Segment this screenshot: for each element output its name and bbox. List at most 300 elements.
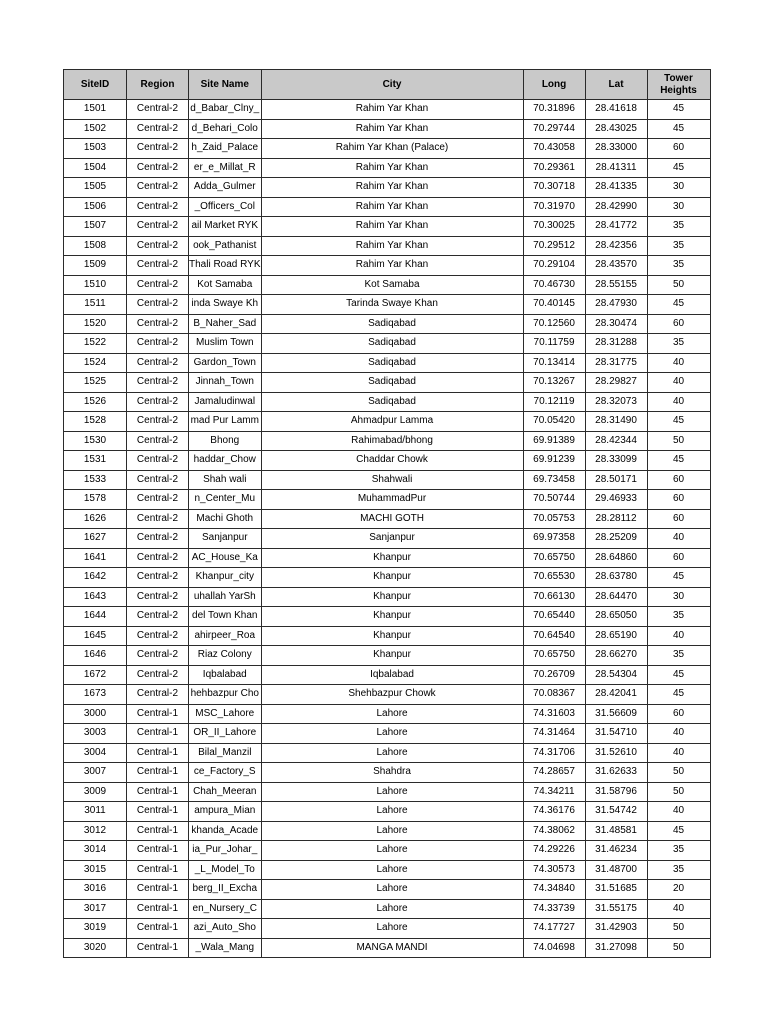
- cell-region[interactable]: Central-2: [127, 178, 189, 198]
- cell-siteid[interactable]: 1528: [64, 412, 127, 432]
- cell-siteid[interactable]: 1645: [64, 626, 127, 646]
- cell-siteid[interactable]: 3020: [64, 938, 127, 958]
- cell-siteid[interactable]: 1531: [64, 451, 127, 471]
- cell-city[interactable]: Lahore: [261, 880, 523, 900]
- cell-long[interactable]: 74.17727: [523, 919, 585, 939]
- cell-siteid[interactable]: 3009: [64, 782, 127, 802]
- cell-tower-height[interactable]: 45: [647, 100, 710, 120]
- cell-siteid[interactable]: 1505: [64, 178, 127, 198]
- header-lat[interactable]: Lat: [585, 70, 647, 100]
- cell-region[interactable]: Central-1: [127, 821, 189, 841]
- cell-lat[interactable]: 28.28112: [585, 509, 647, 529]
- cell-city[interactable]: Khanpur: [261, 646, 523, 666]
- cell-lat[interactable]: 31.46234: [585, 841, 647, 861]
- cell-region[interactable]: Central-2: [127, 353, 189, 373]
- cell-lat[interactable]: 28.25209: [585, 529, 647, 549]
- cell-siteid[interactable]: 3017: [64, 899, 127, 919]
- header-long[interactable]: Long: [523, 70, 585, 100]
- cell-city[interactable]: Sadiqabad: [261, 314, 523, 334]
- cell-tower-height[interactable]: 40: [647, 802, 710, 822]
- cell-site-name[interactable]: d_Babar_Clny_: [189, 100, 262, 120]
- cell-city[interactable]: Khanpur: [261, 587, 523, 607]
- cell-city[interactable]: MuhammadPur: [261, 490, 523, 510]
- cell-long[interactable]: 74.31603: [523, 704, 585, 724]
- cell-site-name[interactable]: ampura_Mian: [189, 802, 262, 822]
- cell-region[interactable]: Central-2: [127, 100, 189, 120]
- cell-long[interactable]: 74.29226: [523, 841, 585, 861]
- cell-long[interactable]: 70.29512: [523, 236, 585, 256]
- cell-site-name[interactable]: berg_II_Excha: [189, 880, 262, 900]
- cell-tower-height[interactable]: 35: [647, 646, 710, 666]
- cell-region[interactable]: Central-2: [127, 314, 189, 334]
- cell-siteid[interactable]: 1510: [64, 275, 127, 295]
- cell-long[interactable]: 74.30573: [523, 860, 585, 880]
- cell-city[interactable]: Khanpur: [261, 548, 523, 568]
- cell-siteid[interactable]: 1641: [64, 548, 127, 568]
- cell-siteid[interactable]: 1627: [64, 529, 127, 549]
- cell-long[interactable]: 70.30718: [523, 178, 585, 198]
- cell-site-name[interactable]: Thali Road RYK: [189, 256, 262, 276]
- cell-long[interactable]: 74.38062: [523, 821, 585, 841]
- cell-region[interactable]: Central-2: [127, 490, 189, 510]
- cell-siteid[interactable]: 1626: [64, 509, 127, 529]
- cell-site-name[interactable]: OR_II_Lahore: [189, 724, 262, 744]
- cell-long[interactable]: 70.40145: [523, 295, 585, 315]
- cell-site-name[interactable]: ia_Pur_Johar_: [189, 841, 262, 861]
- cell-site-name[interactable]: inda Swaye Kh: [189, 295, 262, 315]
- cell-long[interactable]: 74.34211: [523, 782, 585, 802]
- cell-tower-height[interactable]: 50: [647, 938, 710, 958]
- cell-tower-height[interactable]: 40: [647, 529, 710, 549]
- cell-siteid[interactable]: 3014: [64, 841, 127, 861]
- cell-region[interactable]: Central-1: [127, 860, 189, 880]
- cell-site-name[interactable]: azi_Auto_Sho: [189, 919, 262, 939]
- cell-siteid[interactable]: 1642: [64, 568, 127, 588]
- cell-region[interactable]: Central-1: [127, 880, 189, 900]
- cell-site-name[interactable]: haddar_Chow: [189, 451, 262, 471]
- cell-tower-height[interactable]: 40: [647, 373, 710, 393]
- cell-site-name[interactable]: d_Behari_Colo: [189, 119, 262, 139]
- cell-city[interactable]: MANGA MANDI: [261, 938, 523, 958]
- cell-tower-height[interactable]: 40: [647, 626, 710, 646]
- cell-city[interactable]: Tarinda Swaye Khan: [261, 295, 523, 315]
- cell-long[interactable]: 74.28657: [523, 763, 585, 783]
- cell-tower-height[interactable]: 40: [647, 724, 710, 744]
- cell-lat[interactable]: 31.51685: [585, 880, 647, 900]
- cell-tower-height[interactable]: 40: [647, 743, 710, 763]
- cell-tower-height[interactable]: 45: [647, 295, 710, 315]
- cell-siteid[interactable]: 3019: [64, 919, 127, 939]
- cell-long[interactable]: 70.13267: [523, 373, 585, 393]
- cell-tower-height[interactable]: 45: [647, 119, 710, 139]
- cell-lat[interactable]: 28.64860: [585, 548, 647, 568]
- cell-region[interactable]: Central-2: [127, 685, 189, 705]
- cell-lat[interactable]: 28.65050: [585, 607, 647, 627]
- cell-tower-height[interactable]: 40: [647, 899, 710, 919]
- cell-city[interactable]: Sadiqabad: [261, 334, 523, 354]
- cell-region[interactable]: Central-2: [127, 119, 189, 139]
- cell-long[interactable]: 70.65750: [523, 646, 585, 666]
- cell-long[interactable]: 70.50744: [523, 490, 585, 510]
- cell-long[interactable]: 74.34840: [523, 880, 585, 900]
- cell-region[interactable]: Central-2: [127, 607, 189, 627]
- cell-siteid[interactable]: 1578: [64, 490, 127, 510]
- cell-long[interactable]: 70.66130: [523, 587, 585, 607]
- cell-lat[interactable]: 31.62633: [585, 763, 647, 783]
- cell-lat[interactable]: 31.54742: [585, 802, 647, 822]
- cell-siteid[interactable]: 1533: [64, 470, 127, 490]
- cell-siteid[interactable]: 1526: [64, 392, 127, 412]
- cell-region[interactable]: Central-2: [127, 217, 189, 237]
- cell-site-name[interactable]: Chah_Meeran: [189, 782, 262, 802]
- cell-city[interactable]: Kot Samaba: [261, 275, 523, 295]
- cell-city[interactable]: Sadiqabad: [261, 373, 523, 393]
- cell-site-name[interactable]: Gardon_Town: [189, 353, 262, 373]
- cell-lat[interactable]: 28.42356: [585, 236, 647, 256]
- cell-city[interactable]: Lahore: [261, 841, 523, 861]
- cell-region[interactable]: Central-1: [127, 802, 189, 822]
- cell-site-name[interactable]: uhallah YarSh: [189, 587, 262, 607]
- cell-tower-height[interactable]: 45: [647, 568, 710, 588]
- cell-siteid[interactable]: 1506: [64, 197, 127, 217]
- cell-site-name[interactable]: ce_Factory_S: [189, 763, 262, 783]
- cell-site-name[interactable]: khanda_Acade: [189, 821, 262, 841]
- cell-tower-height[interactable]: 35: [647, 236, 710, 256]
- cell-city[interactable]: Lahore: [261, 743, 523, 763]
- cell-tower-height[interactable]: 35: [647, 841, 710, 861]
- cell-siteid[interactable]: 1511: [64, 295, 127, 315]
- cell-site-name[interactable]: Riaz Colony: [189, 646, 262, 666]
- cell-tower-height[interactable]: 45: [647, 451, 710, 471]
- cell-lat[interactable]: 28.33000: [585, 139, 647, 159]
- cell-long[interactable]: 70.29104: [523, 256, 585, 276]
- cell-site-name[interactable]: hehbazpur Cho: [189, 685, 262, 705]
- cell-region[interactable]: Central-2: [127, 451, 189, 471]
- cell-city[interactable]: Shehbazpur Chowk: [261, 685, 523, 705]
- cell-siteid[interactable]: 1672: [64, 665, 127, 685]
- cell-lat[interactable]: 28.64470: [585, 587, 647, 607]
- cell-long[interactable]: 74.31706: [523, 743, 585, 763]
- cell-city[interactable]: Lahore: [261, 860, 523, 880]
- cell-lat[interactable]: 31.56609: [585, 704, 647, 724]
- cell-tower-height[interactable]: 35: [647, 217, 710, 237]
- cell-tower-height[interactable]: 50: [647, 782, 710, 802]
- cell-lat[interactable]: 28.66270: [585, 646, 647, 666]
- cell-tower-height[interactable]: 30: [647, 587, 710, 607]
- cell-city[interactable]: MACHI GOTH: [261, 509, 523, 529]
- cell-region[interactable]: Central-2: [127, 548, 189, 568]
- cell-region[interactable]: Central-2: [127, 197, 189, 217]
- cell-lat[interactable]: 28.31288: [585, 334, 647, 354]
- cell-lat[interactable]: 31.27098: [585, 938, 647, 958]
- cell-long[interactable]: 74.36176: [523, 802, 585, 822]
- cell-tower-height[interactable]: 40: [647, 392, 710, 412]
- cell-lat[interactable]: 28.30474: [585, 314, 647, 334]
- cell-lat[interactable]: 31.48581: [585, 821, 647, 841]
- cell-site-name[interactable]: Khanpur_city: [189, 568, 262, 588]
- cell-city[interactable]: Sadiqabad: [261, 353, 523, 373]
- cell-tower-height[interactable]: 45: [647, 158, 710, 178]
- cell-siteid[interactable]: 3007: [64, 763, 127, 783]
- cell-city[interactable]: Khanpur: [261, 607, 523, 627]
- cell-tower-height[interactable]: 35: [647, 607, 710, 627]
- header-city[interactable]: City: [261, 70, 523, 100]
- cell-lat[interactable]: 28.41618: [585, 100, 647, 120]
- cell-city[interactable]: Rahim Yar Khan: [261, 119, 523, 139]
- cell-city[interactable]: Lahore: [261, 724, 523, 744]
- cell-region[interactable]: Central-2: [127, 158, 189, 178]
- cell-site-name[interactable]: Machi Ghoth: [189, 509, 262, 529]
- cell-city[interactable]: Khanpur: [261, 568, 523, 588]
- cell-region[interactable]: Central-2: [127, 334, 189, 354]
- cell-site-name[interactable]: Shah wali: [189, 470, 262, 490]
- cell-lat[interactable]: 28.41311: [585, 158, 647, 178]
- cell-long[interactable]: 70.11759: [523, 334, 585, 354]
- cell-long[interactable]: 74.31464: [523, 724, 585, 744]
- header-siteid[interactable]: SiteID: [64, 70, 127, 100]
- cell-lat[interactable]: 28.63780: [585, 568, 647, 588]
- cell-city[interactable]: Chaddar Chowk: [261, 451, 523, 471]
- cell-long[interactable]: 70.64540: [523, 626, 585, 646]
- cell-long[interactable]: 69.91389: [523, 431, 585, 451]
- cell-lat[interactable]: 31.42903: [585, 919, 647, 939]
- cell-long[interactable]: 74.04698: [523, 938, 585, 958]
- header-site-name[interactable]: Site Name: [189, 70, 262, 100]
- cell-tower-height[interactable]: 40: [647, 353, 710, 373]
- cell-region[interactable]: Central-2: [127, 236, 189, 256]
- cell-site-name[interactable]: Bilal_Manzil: [189, 743, 262, 763]
- cell-siteid[interactable]: 1646: [64, 646, 127, 666]
- cell-lat[interactable]: 28.42041: [585, 685, 647, 705]
- cell-tower-height[interactable]: 45: [647, 685, 710, 705]
- cell-site-name[interactable]: Sanjanpur: [189, 529, 262, 549]
- cell-siteid[interactable]: 1507: [64, 217, 127, 237]
- cell-tower-height[interactable]: 45: [647, 412, 710, 432]
- cell-site-name[interactable]: AC_House_Ka: [189, 548, 262, 568]
- cell-lat[interactable]: 31.55175: [585, 899, 647, 919]
- cell-site-name[interactable]: h_Zaid_Palace: [189, 139, 262, 159]
- cell-siteid[interactable]: 3016: [64, 880, 127, 900]
- cell-long[interactable]: 70.65750: [523, 548, 585, 568]
- cell-site-name[interactable]: ail Market RYK: [189, 217, 262, 237]
- cell-city[interactable]: Rahim Yar Khan: [261, 100, 523, 120]
- cell-siteid[interactable]: 1524: [64, 353, 127, 373]
- cell-site-name[interactable]: en_Nursery_C: [189, 899, 262, 919]
- cell-region[interactable]: Central-2: [127, 275, 189, 295]
- cell-region[interactable]: Central-2: [127, 392, 189, 412]
- cell-lat[interactable]: 28.31490: [585, 412, 647, 432]
- cell-siteid[interactable]: 1509: [64, 256, 127, 276]
- cell-long[interactable]: 70.31970: [523, 197, 585, 217]
- cell-long[interactable]: 70.05753: [523, 509, 585, 529]
- cell-lat[interactable]: 28.41335: [585, 178, 647, 198]
- cell-tower-height[interactable]: 50: [647, 763, 710, 783]
- cell-siteid[interactable]: 1530: [64, 431, 127, 451]
- cell-city[interactable]: Iqbalabad: [261, 665, 523, 685]
- cell-city[interactable]: Rahim Yar Khan: [261, 217, 523, 237]
- cell-region[interactable]: Central-2: [127, 568, 189, 588]
- cell-city[interactable]: Sadiqabad: [261, 392, 523, 412]
- cell-region[interactable]: Central-2: [127, 373, 189, 393]
- cell-site-name[interactable]: _Officers_Col: [189, 197, 262, 217]
- cell-city[interactable]: Shahdra: [261, 763, 523, 783]
- cell-siteid[interactable]: 3011: [64, 802, 127, 822]
- cell-tower-height[interactable]: 60: [647, 314, 710, 334]
- cell-site-name[interactable]: _L_Model_To: [189, 860, 262, 880]
- cell-lat[interactable]: 31.58796: [585, 782, 647, 802]
- cell-site-name[interactable]: Jamaludinwal: [189, 392, 262, 412]
- cell-lat[interactable]: 28.29827: [585, 373, 647, 393]
- cell-siteid[interactable]: 1522: [64, 334, 127, 354]
- cell-region[interactable]: Central-2: [127, 665, 189, 685]
- cell-lat[interactable]: 28.54304: [585, 665, 647, 685]
- cell-city[interactable]: Lahore: [261, 704, 523, 724]
- cell-city[interactable]: Rahim Yar Khan: [261, 236, 523, 256]
- cell-city[interactable]: Lahore: [261, 821, 523, 841]
- cell-tower-height[interactable]: 50: [647, 431, 710, 451]
- cell-tower-height[interactable]: 50: [647, 919, 710, 939]
- cell-region[interactable]: Central-2: [127, 295, 189, 315]
- cell-lat[interactable]: 28.65190: [585, 626, 647, 646]
- cell-lat[interactable]: 28.41772: [585, 217, 647, 237]
- cell-long[interactable]: 70.29744: [523, 119, 585, 139]
- cell-city[interactable]: Ahmadpur Lamma: [261, 412, 523, 432]
- cell-siteid[interactable]: 1525: [64, 373, 127, 393]
- cell-long[interactable]: 70.12560: [523, 314, 585, 334]
- cell-city[interactable]: Lahore: [261, 899, 523, 919]
- cell-site-name[interactable]: Bhong: [189, 431, 262, 451]
- cell-lat[interactable]: 28.33099: [585, 451, 647, 471]
- cell-siteid[interactable]: 1520: [64, 314, 127, 334]
- cell-siteid[interactable]: 3015: [64, 860, 127, 880]
- cell-region[interactable]: Central-1: [127, 899, 189, 919]
- cell-siteid[interactable]: 1504: [64, 158, 127, 178]
- header-tower-heights[interactable]: Tower Heights: [647, 70, 710, 100]
- cell-lat[interactable]: 28.42990: [585, 197, 647, 217]
- cell-siteid[interactable]: 1644: [64, 607, 127, 627]
- cell-lat[interactable]: 28.31775: [585, 353, 647, 373]
- cell-city[interactable]: Rahim Yar Khan: [261, 197, 523, 217]
- cell-tower-height[interactable]: 60: [647, 548, 710, 568]
- cell-siteid[interactable]: 1503: [64, 139, 127, 159]
- cell-site-name[interactable]: ahirpeer_Roa: [189, 626, 262, 646]
- cell-tower-height[interactable]: 35: [647, 334, 710, 354]
- cell-region[interactable]: Central-2: [127, 509, 189, 529]
- cell-tower-height[interactable]: 60: [647, 490, 710, 510]
- cell-siteid[interactable]: 1508: [64, 236, 127, 256]
- cell-siteid[interactable]: 3000: [64, 704, 127, 724]
- cell-lat[interactable]: 28.55155: [585, 275, 647, 295]
- cell-region[interactable]: Central-1: [127, 743, 189, 763]
- cell-siteid[interactable]: 3012: [64, 821, 127, 841]
- cell-city[interactable]: Khanpur: [261, 626, 523, 646]
- cell-region[interactable]: Central-1: [127, 763, 189, 783]
- cell-lat[interactable]: 29.46933: [585, 490, 647, 510]
- cell-tower-height[interactable]: 50: [647, 275, 710, 295]
- cell-region[interactable]: Central-1: [127, 919, 189, 939]
- cell-site-name[interactable]: Kot Samaba: [189, 275, 262, 295]
- cell-region[interactable]: Central-2: [127, 470, 189, 490]
- cell-long[interactable]: 69.73458: [523, 470, 585, 490]
- cell-city[interactable]: Sanjanpur: [261, 529, 523, 549]
- cell-tower-height[interactable]: 60: [647, 139, 710, 159]
- cell-siteid[interactable]: 1501: [64, 100, 127, 120]
- cell-site-name[interactable]: _Wala_Mang: [189, 938, 262, 958]
- cell-site-name[interactable]: del Town Khan: [189, 607, 262, 627]
- cell-long[interactable]: 70.08367: [523, 685, 585, 705]
- cell-site-name[interactable]: Adda_Gulmer: [189, 178, 262, 198]
- cell-city[interactable]: Lahore: [261, 802, 523, 822]
- cell-city[interactable]: Rahim Yar Khan (Palace): [261, 139, 523, 159]
- cell-lat[interactable]: 28.43570: [585, 256, 647, 276]
- cell-siteid[interactable]: 3004: [64, 743, 127, 763]
- cell-long[interactable]: 70.30025: [523, 217, 585, 237]
- cell-site-name[interactable]: er_e_Millat_R: [189, 158, 262, 178]
- cell-long[interactable]: 70.13414: [523, 353, 585, 373]
- cell-lat[interactable]: 28.32073: [585, 392, 647, 412]
- cell-region[interactable]: Central-2: [127, 626, 189, 646]
- cell-long[interactable]: 70.31896: [523, 100, 585, 120]
- cell-long[interactable]: 69.97358: [523, 529, 585, 549]
- header-region[interactable]: Region: [127, 70, 189, 100]
- cell-tower-height[interactable]: 35: [647, 256, 710, 276]
- cell-city[interactable]: Lahore: [261, 782, 523, 802]
- cell-long[interactable]: 74.33739: [523, 899, 585, 919]
- cell-long[interactable]: 70.65530: [523, 568, 585, 588]
- cell-tower-height[interactable]: 20: [647, 880, 710, 900]
- cell-city[interactable]: Shahwali: [261, 470, 523, 490]
- cell-region[interactable]: Central-1: [127, 704, 189, 724]
- cell-region[interactable]: Central-1: [127, 782, 189, 802]
- cell-lat[interactable]: 28.50171: [585, 470, 647, 490]
- cell-tower-height[interactable]: 45: [647, 821, 710, 841]
- cell-site-name[interactable]: ook_Pathanist: [189, 236, 262, 256]
- cell-site-name[interactable]: Muslim Town: [189, 334, 262, 354]
- cell-tower-height[interactable]: 60: [647, 704, 710, 724]
- cell-lat[interactable]: 28.43025: [585, 119, 647, 139]
- cell-long[interactable]: 70.65440: [523, 607, 585, 627]
- cell-long[interactable]: 69.91239: [523, 451, 585, 471]
- cell-region[interactable]: Central-2: [127, 529, 189, 549]
- cell-tower-height[interactable]: 45: [647, 665, 710, 685]
- cell-long[interactable]: 70.12119: [523, 392, 585, 412]
- cell-region[interactable]: Central-2: [127, 412, 189, 432]
- cell-siteid[interactable]: 1643: [64, 587, 127, 607]
- cell-siteid[interactable]: 3003: [64, 724, 127, 744]
- cell-site-name[interactable]: Iqbalabad: [189, 665, 262, 685]
- cell-siteid[interactable]: 1673: [64, 685, 127, 705]
- cell-city[interactable]: Rahim Yar Khan: [261, 178, 523, 198]
- cell-tower-height[interactable]: 35: [647, 860, 710, 880]
- cell-lat[interactable]: 31.48700: [585, 860, 647, 880]
- cell-tower-height[interactable]: 60: [647, 470, 710, 490]
- cell-city[interactable]: Rahim Yar Khan: [261, 158, 523, 178]
- cell-long[interactable]: 70.43058: [523, 139, 585, 159]
- cell-region[interactable]: Central-1: [127, 724, 189, 744]
- cell-city[interactable]: Lahore: [261, 919, 523, 939]
- cell-long[interactable]: 70.46730: [523, 275, 585, 295]
- cell-site-name[interactable]: mad Pur Lamm: [189, 412, 262, 432]
- cell-lat[interactable]: 28.42344: [585, 431, 647, 451]
- cell-long[interactable]: 70.29361: [523, 158, 585, 178]
- cell-region[interactable]: Central-2: [127, 139, 189, 159]
- cell-lat[interactable]: 31.54710: [585, 724, 647, 744]
- cell-lat[interactable]: 28.47930: [585, 295, 647, 315]
- cell-region[interactable]: Central-2: [127, 431, 189, 451]
- cell-site-name[interactable]: Jinnah_Town: [189, 373, 262, 393]
- cell-region[interactable]: Central-1: [127, 841, 189, 861]
- cell-site-name[interactable]: n_Center_Mu: [189, 490, 262, 510]
